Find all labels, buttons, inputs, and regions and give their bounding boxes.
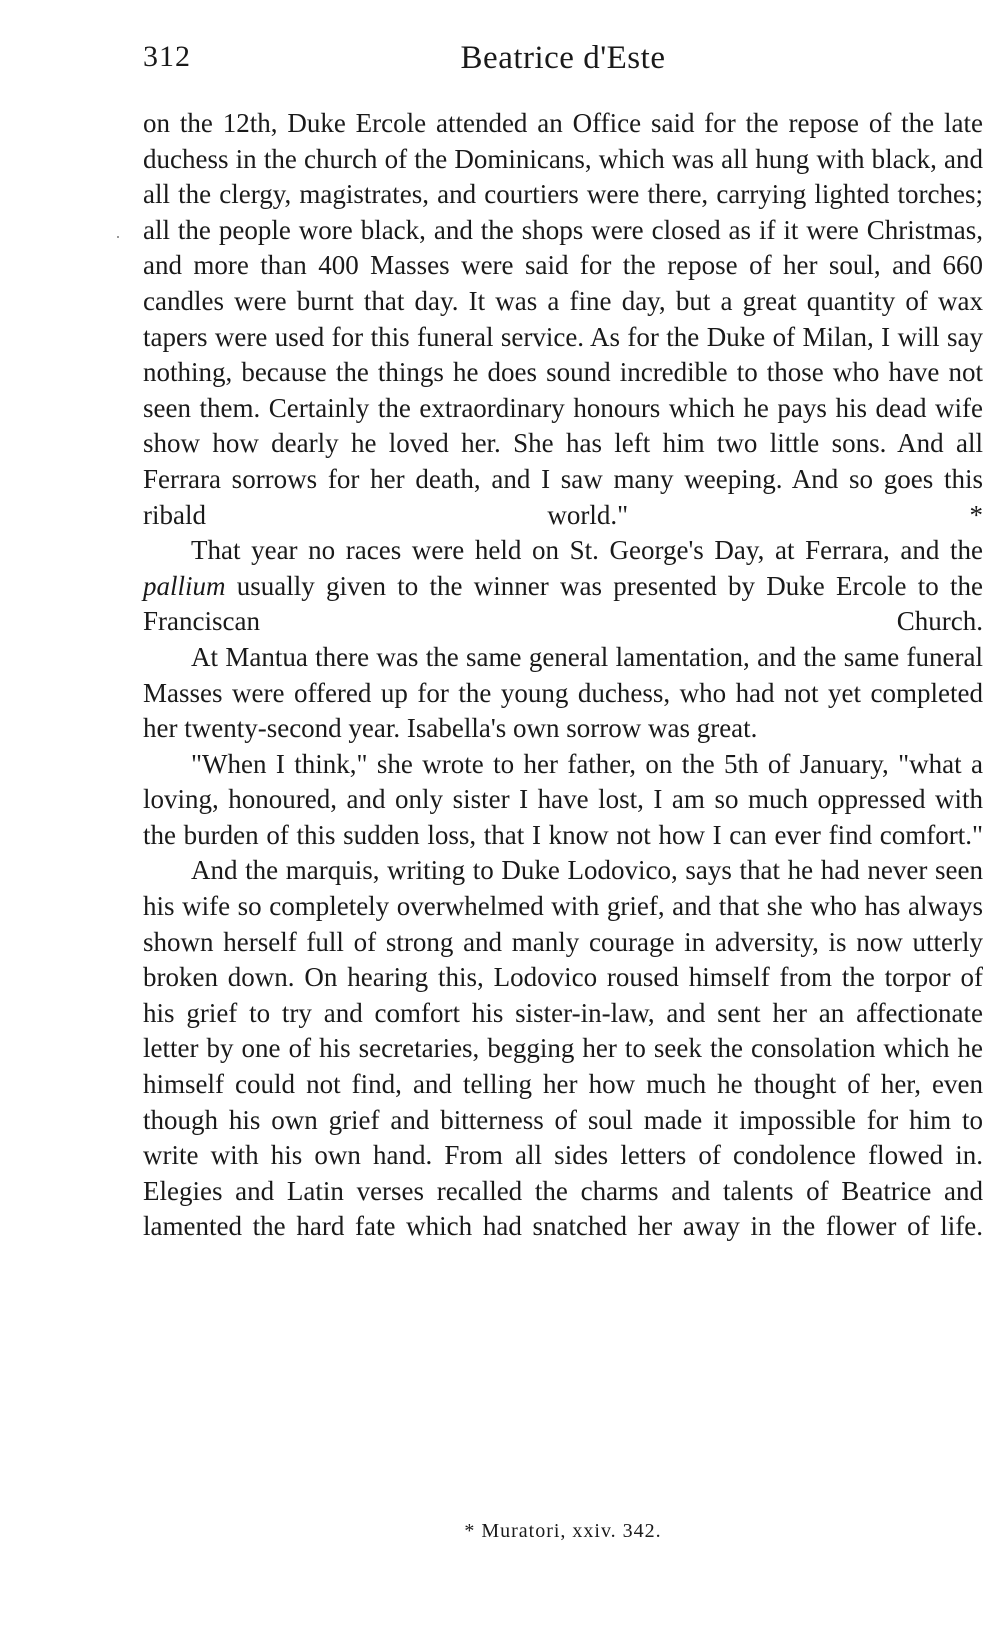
footnote-marker: * bbox=[464, 1520, 476, 1542]
scan-speck bbox=[117, 236, 119, 238]
text-segment: That year no races were held on St. George's Day, at Ferrara, and the bbox=[191, 535, 983, 566]
running-title: Beatrice d'Este bbox=[460, 40, 666, 76]
page-header bbox=[143, 40, 983, 90]
text-segment: on the 12th, Duke Ercole attended an Office said for the repose of the late duchess in the church of the Dominicans, which was all hung with black, and all the clergy, magistrates, and courtiers were there, carrying lighted torches; all the people wore black, and the shops were closed as if it were Christmas, and more than 400 Masses were said for the repose of her soul, and 660 candles were burnt that day. It was a fine day, but a great quantity of wax tapers were used for this funeral service. As for the Duke of Milan, I will say nothing, because the things he does sound incredible to those who have not seen them. Certainly the extraordinary honours which he pays his dead wife show how dearly he loved her. She has left him two little sons. And all Ferrara sorrows for her death, and I saw many weeping. And so goes this ribald world." * bbox=[143, 108, 983, 530]
body-text bbox=[143, 106, 983, 1245]
italic-term: pallium bbox=[143, 570, 226, 601]
paragraph-1 bbox=[143, 106, 983, 533]
footnote bbox=[143, 1520, 983, 1543]
paragraph-3 bbox=[143, 640, 983, 747]
footnote-text: Muratori, xxiv. 342. bbox=[481, 1520, 662, 1542]
page-number: 312 bbox=[143, 40, 191, 73]
paragraph-4 bbox=[143, 747, 983, 854]
text-segment: "When I think," she wrote to her father, on the 5th of January, "what a loving, honoured, and only sister I have lost, I am so much oppressed with the burden of this sudden loss, that I know not how I can ever find comfort." bbox=[143, 748, 983, 850]
text-segment: At Mantua there was the same general lamentation, and the same funeral Masses were offered up for the young duchess, who had not yet completed her twenty-second year. Isabella's own sorrow was great. bbox=[143, 641, 983, 744]
text-segment: usually given to the winner was presented by Duke Ercole to the Franciscan Church. bbox=[143, 570, 983, 637]
paragraph-2 bbox=[143, 533, 983, 640]
text-segment: And the marquis, writing to Duke Lodovico, says that he had never seen his wife so completely overwhelmed with grief, and that she who has always shown herself full of strong and manly courage in adversity, is now utterly broken down. On hearing this, Lodovico roused himself from the torpor of his grief to try and comfort his sister-in-law, and sent her an affectionate letter by one of his secretaries, begging her to seek the consolation which he himself could not find, and telling her how much he thought of her, even though his own grief and bitterness of soul made it impossible for him to write with his own hand. From all sides letters of condolence flowed in. Elegies and Latin verses recalled the charms and talents of Beatrice and lamented the hard fate which had snatched her away in the flower of life. bbox=[143, 855, 983, 1242]
paragraph-5 bbox=[143, 853, 983, 1245]
